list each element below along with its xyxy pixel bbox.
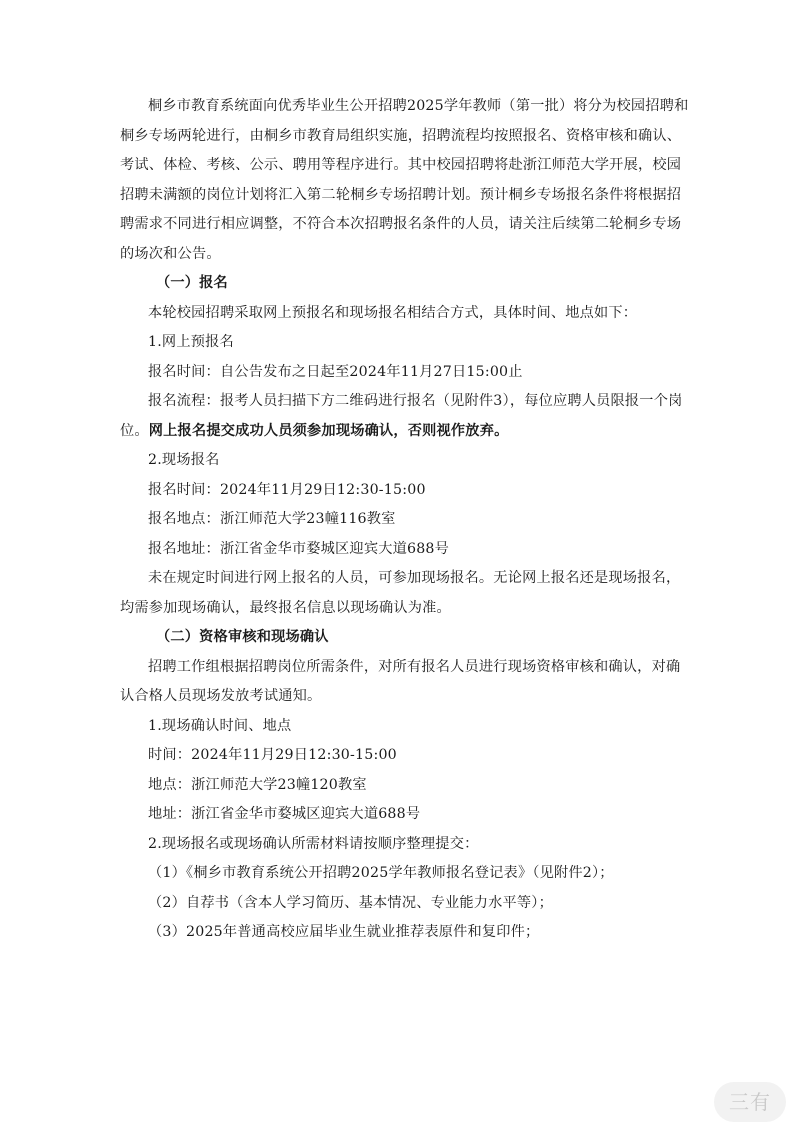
confirmation-title: 1.现场确认时间、地点 [148, 717, 292, 734]
materials-title: 2.现场报名或现场确认所需材料请按顺序整理提交： [148, 835, 479, 852]
onsite-registration-time: 报名时间：2024年11月29日12:30-15:00 [148, 481, 426, 498]
document-body [120, 92, 692, 948]
onsite-registration-address: 报名地址：浙江省金华市婺城区迎宾大道688号 [148, 540, 450, 557]
materials-item-2: （2）自荐书（含本人学习简历、基本情况、专业能力水平等）； [148, 894, 553, 911]
materials-item-1: （1）《桐乡市教育系统公开招聘2025学年教师报名登记表》（见附件2）； [148, 865, 614, 881]
onsite-registration-note: 未在规定时间进行网上报名的人员，可参加现场报名。无论网上报名还是现场报名，均需参加现场确认，最终报名信息以现场确认为准。 [120, 570, 681, 616]
section2-heading: （二）资格审核和现场确认 [156, 629, 329, 645]
section1-lead: 本轮校园招聘采取网上预报名和现场报名相结合方式，具体时间、地点如下： [148, 304, 638, 321]
confirmation-time: 时间：2024年11月29日12:30-15:00 [148, 747, 397, 763]
online-registration-time: 报名时间：自公告发布之日起至2024年11月27日15:00止 [148, 363, 523, 380]
intro-paragraph: 桐乡市教育系统面向优秀毕业生公开招聘2025学年教师（第一批）将分为校园招聘和桐乡专场两轮进行，由桐乡市教育局组织实施，招聘流程均按照报名、资格审核和确认、考试、体检、考核、公示、聘用等程序进行。其中校园招聘将赴浙江师范大学开展，校园招聘未满额的岗位计划将汇入第二轮桐乡专场招聘计划。预计桐乡专场报名条件将根据招聘需求不同进行相应调整，不符合本次招聘报名条件的人员，请关注后续第二轮桐乡专场的场次和公告。 [120, 98, 689, 262]
onsite-registration-title: 2.现场报名 [148, 452, 220, 468]
confirmation-address: 地址：浙江省金华市婺城区迎宾大道688号 [148, 806, 421, 822]
online-process-bold-text: 网上报名提交成功人员须参加现场确认，否则视作放弃。 [148, 422, 509, 439]
section2-lead: 招聘工作组根据招聘岗位所需条件，对所有报名人员进行现场资格审核和确认，对确认合格人员现场发放考试通知。 [120, 658, 681, 704]
section1-heading: （一）报名 [156, 275, 228, 291]
onsite-registration-place: 报名地点：浙江师范大学23幢116教室 [148, 511, 396, 527]
online-registration-process [120, 387, 692, 446]
online-registration-title: 1.网上预报名 [148, 334, 234, 350]
materials-item-3: （3）2025年普通高校应届毕业生就业推荐表原件和复印件； [148, 924, 540, 940]
confirmation-place: 地点：浙江师范大学23幢120教室 [148, 776, 367, 793]
watermark-logo: 三有 [714, 1082, 786, 1122]
online-process-text: 报名流程：报考人员扫描下方二维码进行报名（见附件3），每位应聘人员限报一个岗位。 [120, 393, 683, 439]
